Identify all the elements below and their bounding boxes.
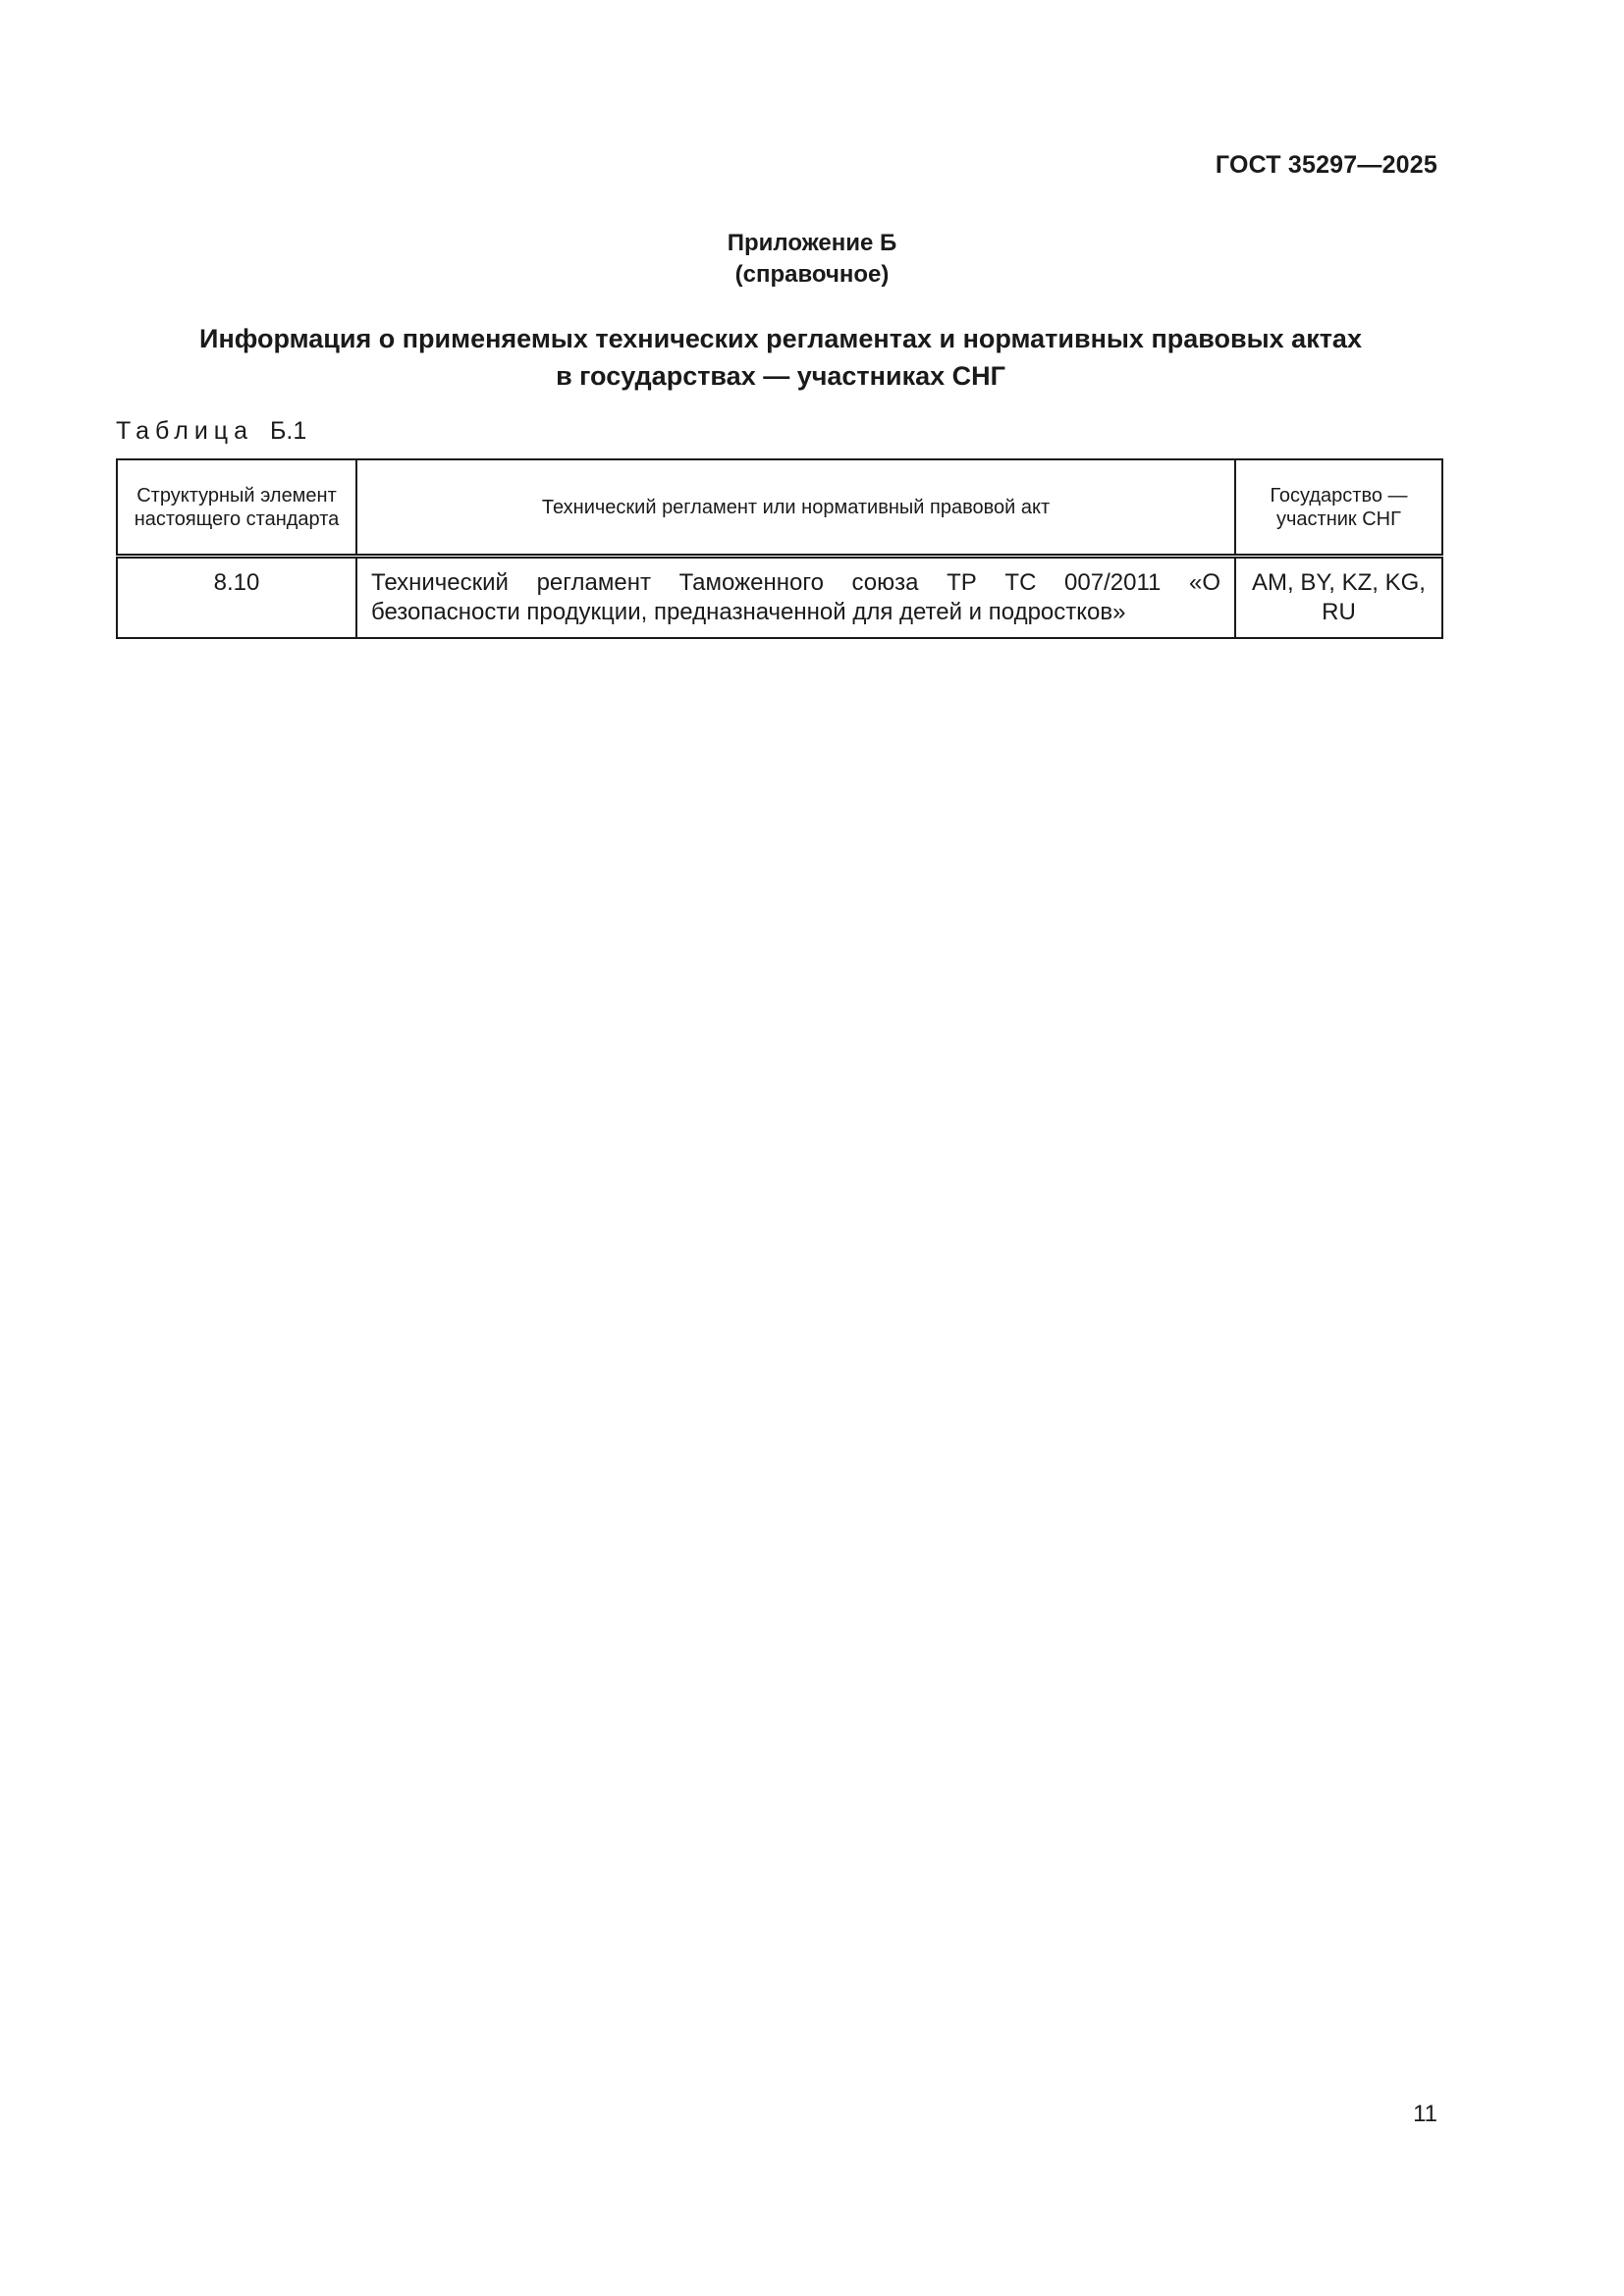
table-caption-word: Таблица [116,417,254,445]
header-regulation-act: Технический регламент или нормативный правовой акт [356,459,1235,557]
header-cis-state: Государство — участник СНГ [1235,459,1442,557]
cell-cis-states: AM, BY, KZ, KG, RU [1235,557,1442,639]
appendix-subtitle: (справочное) [734,261,890,288]
section-title-line-1: Информация о применяемых технических регламентах и нормативных правовых актах [199,324,1362,353]
table-row [117,557,1442,639]
table-caption [116,417,306,446]
section-title [0,320,1561,395]
cell-regulation-act: Технический регламент Таможенного союза ТР ТС 007/2011 «О безопасности продукции, предназначенной для детей и подростков» [356,557,1235,639]
document-code: ГОСТ 35297—2025 [1215,151,1437,179]
regulations-table [116,458,1443,639]
table-header-row [117,459,1442,557]
cell-structural-element: 8.10 [117,557,356,639]
appendix-heading [0,228,1624,291]
header-structural-element: Структурный элемент настоящего стандарта [117,459,356,557]
appendix-title: Приложение Б [727,230,897,256]
section-title-line-2: в государствах — участниках СНГ [556,361,1005,391]
page-number: 11 [1413,2101,1437,2127]
table-caption-number: Б.1 [269,417,307,445]
